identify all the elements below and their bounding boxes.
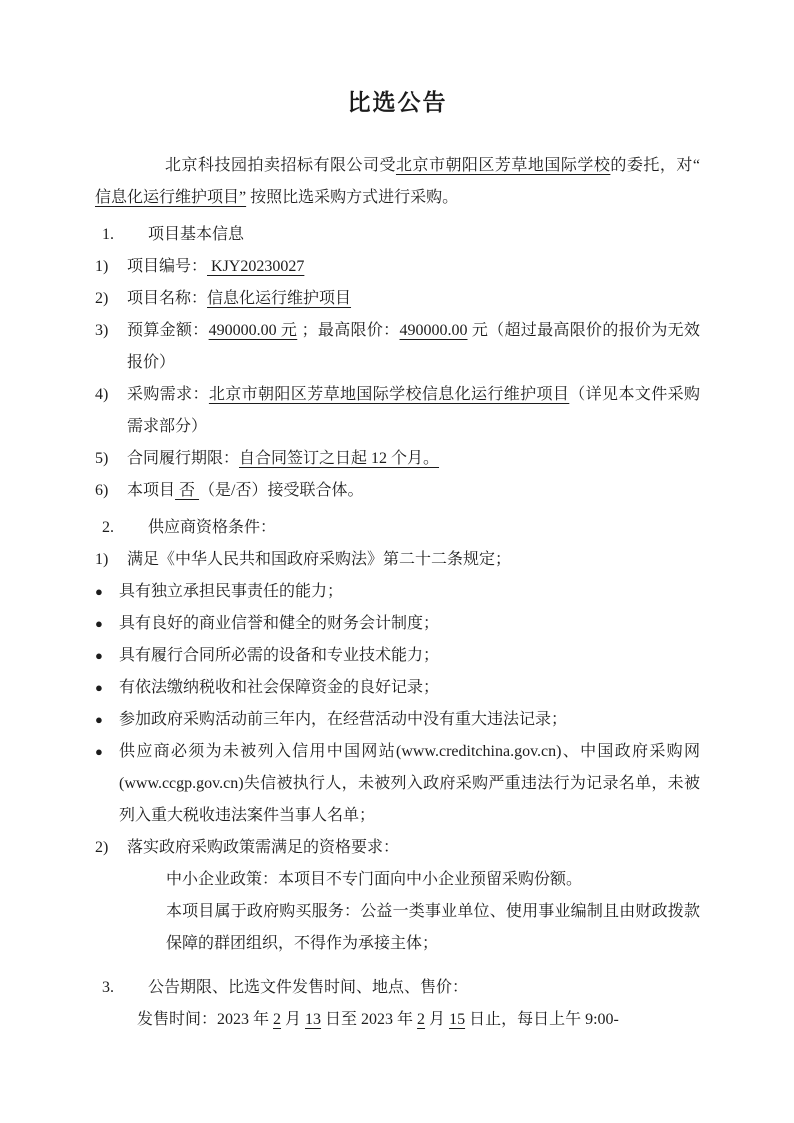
document-body	[95, 150, 700, 1036]
section-heading	[95, 512, 700, 544]
bullet-icon: ●	[95, 680, 103, 695]
underlined-text: 2	[417, 1011, 426, 1028]
item-text	[127, 379, 700, 443]
bullet-item	[95, 672, 700, 704]
section-title: 供应商资格条件：	[148, 519, 277, 536]
text-segment: ；最高限价：	[297, 322, 400, 339]
text-segment: （是/否）接受联合体。	[199, 482, 364, 499]
text-segment: 合同履行期限：	[127, 450, 240, 467]
underlined-text: 北京市朝阳区芳草地国际学校信息化运行维护项目	[208, 386, 570, 403]
item-number: 2)	[95, 290, 109, 307]
bullet-item	[95, 576, 700, 608]
bullet-icon: ●	[95, 584, 103, 599]
section-number: 1.	[102, 226, 114, 243]
bullet-text	[119, 736, 700, 832]
text-segment: 具有良好的商业信誉和健全的财务会计制度；	[119, 615, 440, 632]
list-item	[95, 251, 700, 283]
text-segment: 月	[281, 1011, 306, 1028]
item-text	[127, 544, 700, 576]
list-item	[95, 544, 700, 576]
item-text	[127, 443, 700, 475]
underlined-text: KJY20230027	[207, 258, 305, 275]
bullet-text	[119, 640, 700, 672]
section-title: 项目基本信息	[148, 226, 245, 243]
item-text	[127, 832, 700, 864]
text-segment: 采购需求：	[127, 386, 209, 403]
text-segment: 落实政府采购政策需满足的资格要求：	[127, 839, 400, 856]
underlined-text: 13	[305, 1011, 322, 1028]
text-segment: （详见本文件采购需求部分）	[127, 386, 700, 435]
item-text	[127, 475, 700, 507]
item-number: 3)	[95, 322, 109, 339]
item-number: 5)	[95, 450, 109, 467]
text-segment: 满足《中华人民共和国政府采购法》第二十二条规定；	[127, 551, 512, 568]
bullet-icon: ●	[95, 648, 103, 663]
list-item	[95, 379, 700, 443]
item-number: 4)	[95, 386, 109, 403]
text-segment: 预算金额：	[127, 322, 209, 339]
text-segment: 项目编号：	[127, 258, 208, 275]
bullet-item	[95, 608, 700, 640]
text-segment: 的委托，对“	[610, 157, 700, 174]
bullet-text	[119, 576, 700, 608]
list-item	[95, 283, 700, 315]
intro-paragraph	[95, 150, 700, 214]
sale-time-paragraph	[137, 1004, 700, 1036]
text-segment: 项目名称：	[127, 290, 208, 307]
text-segment: 日至 2023 年	[321, 1011, 418, 1028]
text-segment: 具有履行合同所必需的设备和专业技术能力；	[119, 647, 440, 664]
underlined-text: 否	[175, 482, 200, 499]
underlined-text: 490000.00 元	[208, 322, 298, 339]
section-number: 2.	[102, 519, 114, 536]
text-segment: 具有独立承担民事责任的能力；	[119, 583, 344, 600]
text-segment: 参加政府采购活动前三年内，在经营活动中没有重大违法记录；	[119, 711, 568, 728]
text-segment: 按照比选采购方式进行采购。	[246, 189, 459, 206]
continuation-paragraph	[166, 864, 700, 896]
item-number: 6)	[95, 482, 109, 499]
bullet-icon: ●	[95, 712, 103, 727]
underlined-text: 自合同签订之日起 12 个月。	[239, 450, 440, 467]
underlined-text: 信息化运行维护项目	[207, 290, 352, 307]
section-heading	[95, 219, 700, 251]
bullet-item	[95, 704, 700, 736]
item-number: 1)	[95, 258, 109, 275]
underlined-text: 信息化运行维护项目”	[95, 189, 247, 206]
item-text	[127, 251, 700, 283]
underlined-text: 北京市朝阳区芳草地国际学校	[395, 157, 611, 174]
text-segment: 日止，每日上午 9:00-	[465, 1011, 619, 1028]
text-segment: 本项目属于政府购买服务：公益一类事业单位、使用事业编制且由财政拨款保障的群团组织，不得作为承接主体；	[166, 903, 700, 952]
bullet-item	[95, 736, 700, 832]
underlined-text: 15	[449, 1011, 466, 1028]
item-number: 2)	[95, 839, 109, 856]
underlined-text: 2	[273, 1011, 282, 1028]
text-segment: 北京科技园拍卖招标有限公司受	[165, 157, 396, 174]
item-number: 1)	[95, 551, 109, 568]
bullet-icon: ●	[95, 744, 103, 759]
section-number: 3.	[102, 979, 114, 996]
bullet-text	[119, 672, 700, 704]
section-title: 公告期限、比选文件发售时间、地点、售价：	[148, 979, 469, 996]
text-segment: 元（超过最高限价的报价为无效报价）	[127, 322, 700, 371]
item-text	[127, 283, 700, 315]
page-title: 比选公告	[347, 90, 448, 115]
bullet-item	[95, 640, 700, 672]
item-text	[127, 315, 700, 379]
bullet-text	[119, 704, 700, 736]
underlined-text: 490000.00	[399, 322, 468, 339]
bullet-icon: ●	[95, 616, 103, 631]
text-segment: 有依法缴纳税收和社会保障资金的良好记录；	[119, 679, 440, 696]
text-segment: 中小企业政策：本项目不专门面向中小企业预留采购份额。	[166, 871, 583, 888]
text-segment: 本项目	[127, 482, 176, 499]
list-item	[95, 475, 700, 507]
list-item	[95, 832, 700, 864]
bullet-text	[119, 608, 700, 640]
text-segment: 月	[425, 1011, 450, 1028]
list-item	[95, 443, 700, 475]
section-heading	[95, 972, 700, 1004]
text-segment: 发售时间：2023 年	[137, 1011, 274, 1028]
list-item	[95, 315, 700, 379]
text-segment: 供应商必须为未被列入信用中国网站(www.creditchina.gov.cn)、中国政府采购网(www.ccgp.gov.cn)失信被执行人，未被列入政府采购严重违法行为记录名单，未被列入重大税收违法案件当事人名单；	[119, 743, 700, 824]
continuation-paragraph	[166, 896, 700, 960]
